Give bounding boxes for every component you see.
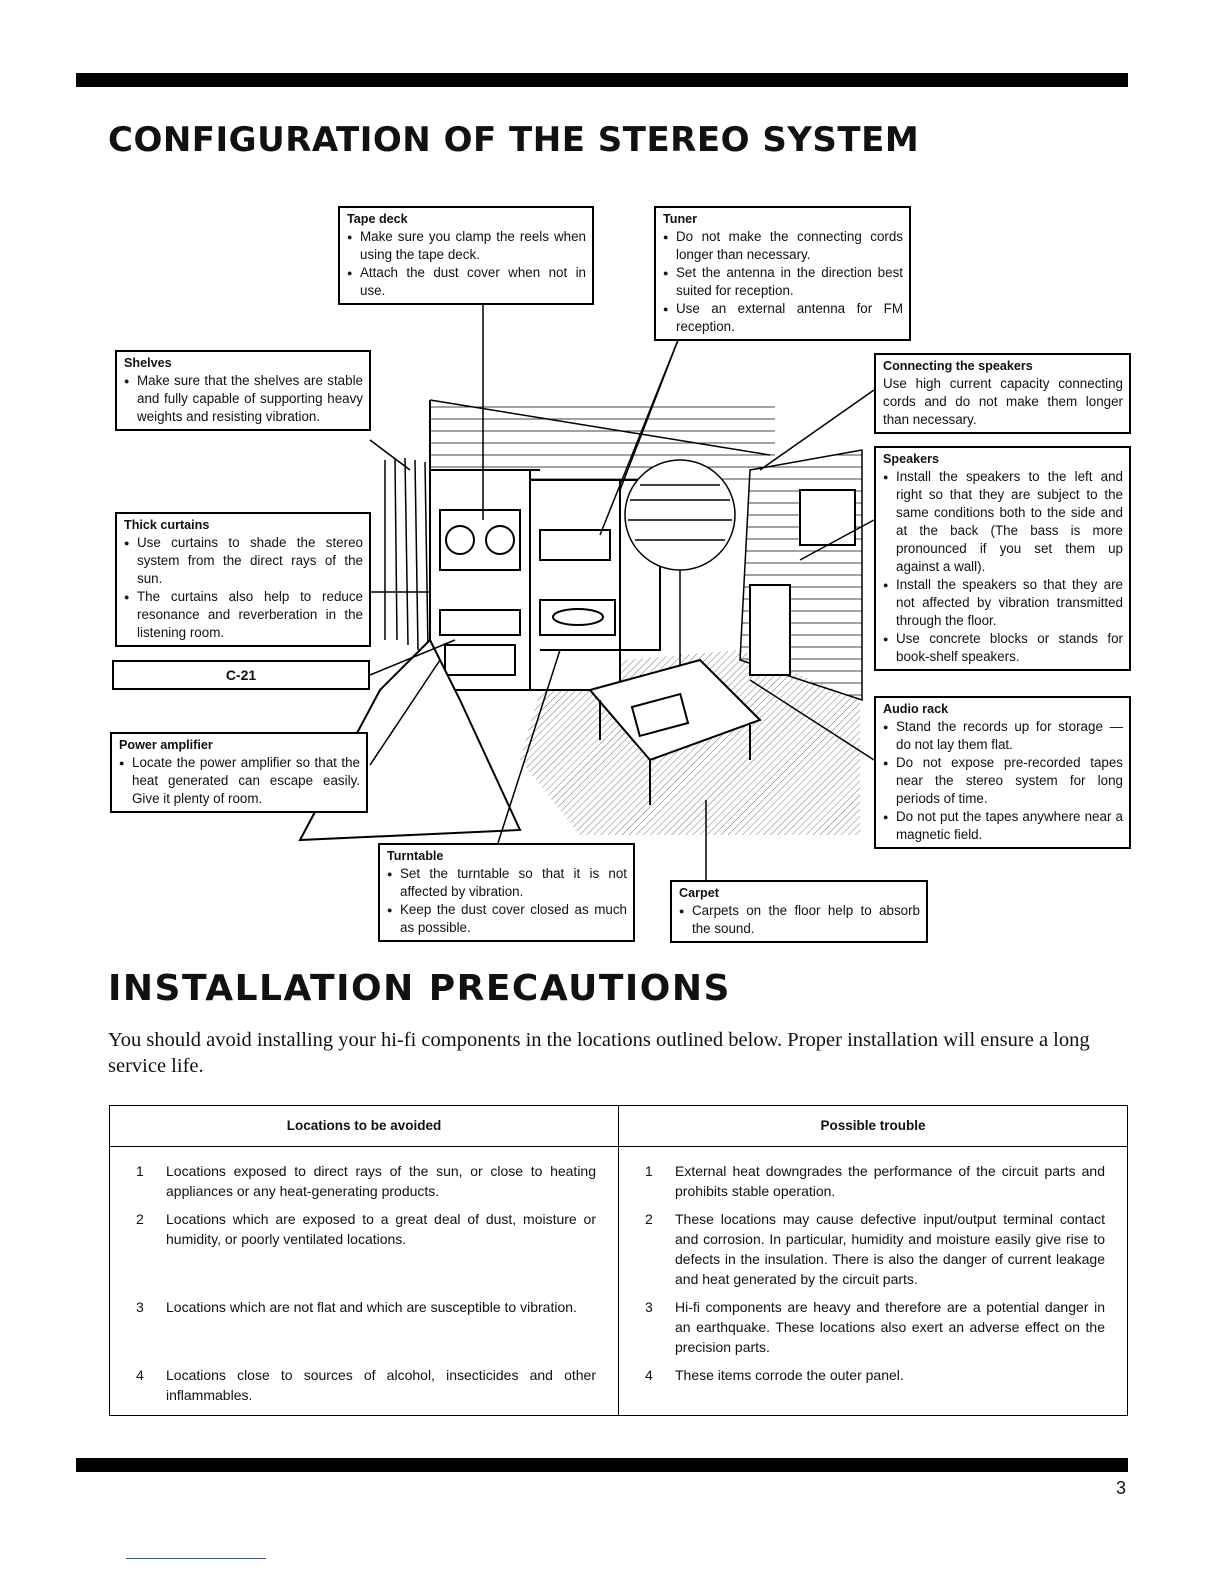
bottom-rule <box>76 1458 1128 1472</box>
callout-title: Power amplifier <box>119 738 213 752</box>
callout-title: Turntable <box>387 849 444 863</box>
callout-item: ● Use concrete blocks or stands for book-shelf speakers. <box>883 630 1123 666</box>
install-intro: You should avoid installing your hi-fi components in the locations outlined below. Proper installation will ensure a long service life. <box>108 1029 1090 1077</box>
table-row <box>110 1201 1128 1289</box>
callout-item: ● Set the antenna in the direction best suited for reception. <box>663 264 903 300</box>
callout-title: Speakers <box>883 452 940 466</box>
table-row <box>110 1289 1128 1357</box>
trouble-text: These locations may cause defective input/output terminal contact and corrosion. In particular, humidity and moisture easily give rise to defects in the insulation. There is also the danger of current leakage and heat generated by the circuit parts. <box>675 1211 1105 1287</box>
callout-item: ● Locate the power amplifier so that the heat generated can escape easily. Give it plenty of room. <box>119 754 360 808</box>
callout-item: ● Do not make the connecting cords longer than necessary. <box>663 228 903 264</box>
callout-item: ● Set the turntable so that it is not affected by vibration. <box>387 865 627 901</box>
callout-speakers <box>874 446 1131 671</box>
column-header-avoid: Locations to be avoided <box>110 1106 619 1147</box>
callout-title: Carpet <box>679 886 719 900</box>
callout-item: ● Install the speakers so that they are not affected by vibration transmitted through the floor. <box>883 576 1123 630</box>
row-number: 4 <box>645 1367 653 1383</box>
row-number: 3 <box>645 1299 653 1315</box>
callout-carpet <box>670 880 928 943</box>
callout-connecting-speakers <box>874 353 1131 434</box>
callout-item: ● Install the speakers to the left and right so that they are subject to the same conditions both to the side and at the back (The bass is more pronounced if you set them up against a wall). <box>883 468 1123 576</box>
callout-item: ● Make sure you clamp the reels when using the tape deck. <box>347 228 586 264</box>
wall-picture <box>800 490 855 545</box>
row-number: 2 <box>136 1211 144 1227</box>
avoid-text: Locations exposed to direct rays of the sun, or close to heating appliances or any heat-generating products. <box>166 1163 596 1199</box>
table-row <box>110 1147 1128 1202</box>
row-number: 1 <box>136 1163 144 1179</box>
callout-item: ● The curtains also help to reduce resonance and reverberation in the listening room. <box>124 588 363 642</box>
row-number: 3 <box>136 1299 144 1315</box>
audio-rack-drawing <box>430 470 660 690</box>
callout-shelves <box>115 350 371 431</box>
footer-line <box>126 1558 266 1559</box>
callout-item: ● Use curtains to shade the stereo system from the direct rays of the sun. <box>124 534 363 588</box>
callout-item: ● Stand the records up for storage — do not lay them flat. <box>883 718 1123 754</box>
callout-item: ● Do not put the tapes anywhere near a magnetic field. <box>883 808 1123 844</box>
trouble-text: External heat downgrades the performance of the circuit parts and prohibits stable operation. <box>675 1163 1105 1199</box>
avoid-text: Locations which are exposed to a great deal of dust, moisture or humidity, or poorly ventilated locations. <box>166 1211 596 1247</box>
callout-title: Thick curtains <box>124 518 210 532</box>
callout-power-amplifier <box>110 732 368 813</box>
callout-item: ● Do not expose pre-recorded tapes near the stereo system for long periods of time. <box>883 754 1123 808</box>
curtain <box>385 458 428 650</box>
precautions-table <box>109 1105 1128 1416</box>
callout-item: ● Attach the dust cover when not in use. <box>347 264 586 300</box>
config-title: CONFIGURATION OF THE STEREO SYSTEM <box>108 120 920 160</box>
row-number: 4 <box>136 1367 144 1383</box>
callout-title: Audio rack <box>883 702 949 716</box>
callout-title: Tape deck <box>347 212 408 226</box>
page-number: 3 <box>1115 1478 1126 1498</box>
callout-title: Tuner <box>663 212 698 226</box>
install-title: INSTALLATION PRECAUTIONS <box>108 968 731 1009</box>
table-row <box>110 1357 1128 1416</box>
callout-tape-deck <box>338 206 594 305</box>
callout-audio-rack <box>874 696 1131 849</box>
avoid-text: Locations close to sources of alcohol, insecticides and other inflammables. <box>166 1367 596 1403</box>
trouble-text: Hi-fi components are heavy and therefore are a potential danger in an earthquake. These locations also exert an adverse effect on the precision parts. <box>675 1299 1105 1355</box>
callout-text: Use high current capacity connecting cords and do not make them longer than necessary. <box>883 376 1123 427</box>
speaker-cabinet <box>750 585 790 675</box>
callout-item: ● Carpets on the floor help to absorb the sound. <box>679 902 920 938</box>
callout-item: ● Make sure that the shelves are stable and fully capable of supporting heavy weights and resisting vibration. <box>124 372 363 426</box>
row-number: 1 <box>645 1163 653 1179</box>
callout-title: Connecting the speakers <box>883 359 1033 373</box>
callout-thick-curtains <box>115 512 371 647</box>
callout-tuner <box>654 206 911 341</box>
row-number: 2 <box>645 1211 653 1227</box>
avoid-text: Locations which are not flat and which are susceptible to vibration. <box>166 1299 577 1315</box>
callout-title: Shelves <box>124 356 172 370</box>
callout-item: ● Use an external antenna for FM reception. <box>663 300 903 336</box>
model-label: C-21 <box>112 660 370 690</box>
trouble-text: These items corrode the outer panel. <box>675 1367 904 1383</box>
callout-turntable <box>378 843 635 942</box>
callout-item: ● Keep the dust cover closed as much as possible. <box>387 901 627 937</box>
column-header-trouble: Possible trouble <box>619 1106 1128 1147</box>
